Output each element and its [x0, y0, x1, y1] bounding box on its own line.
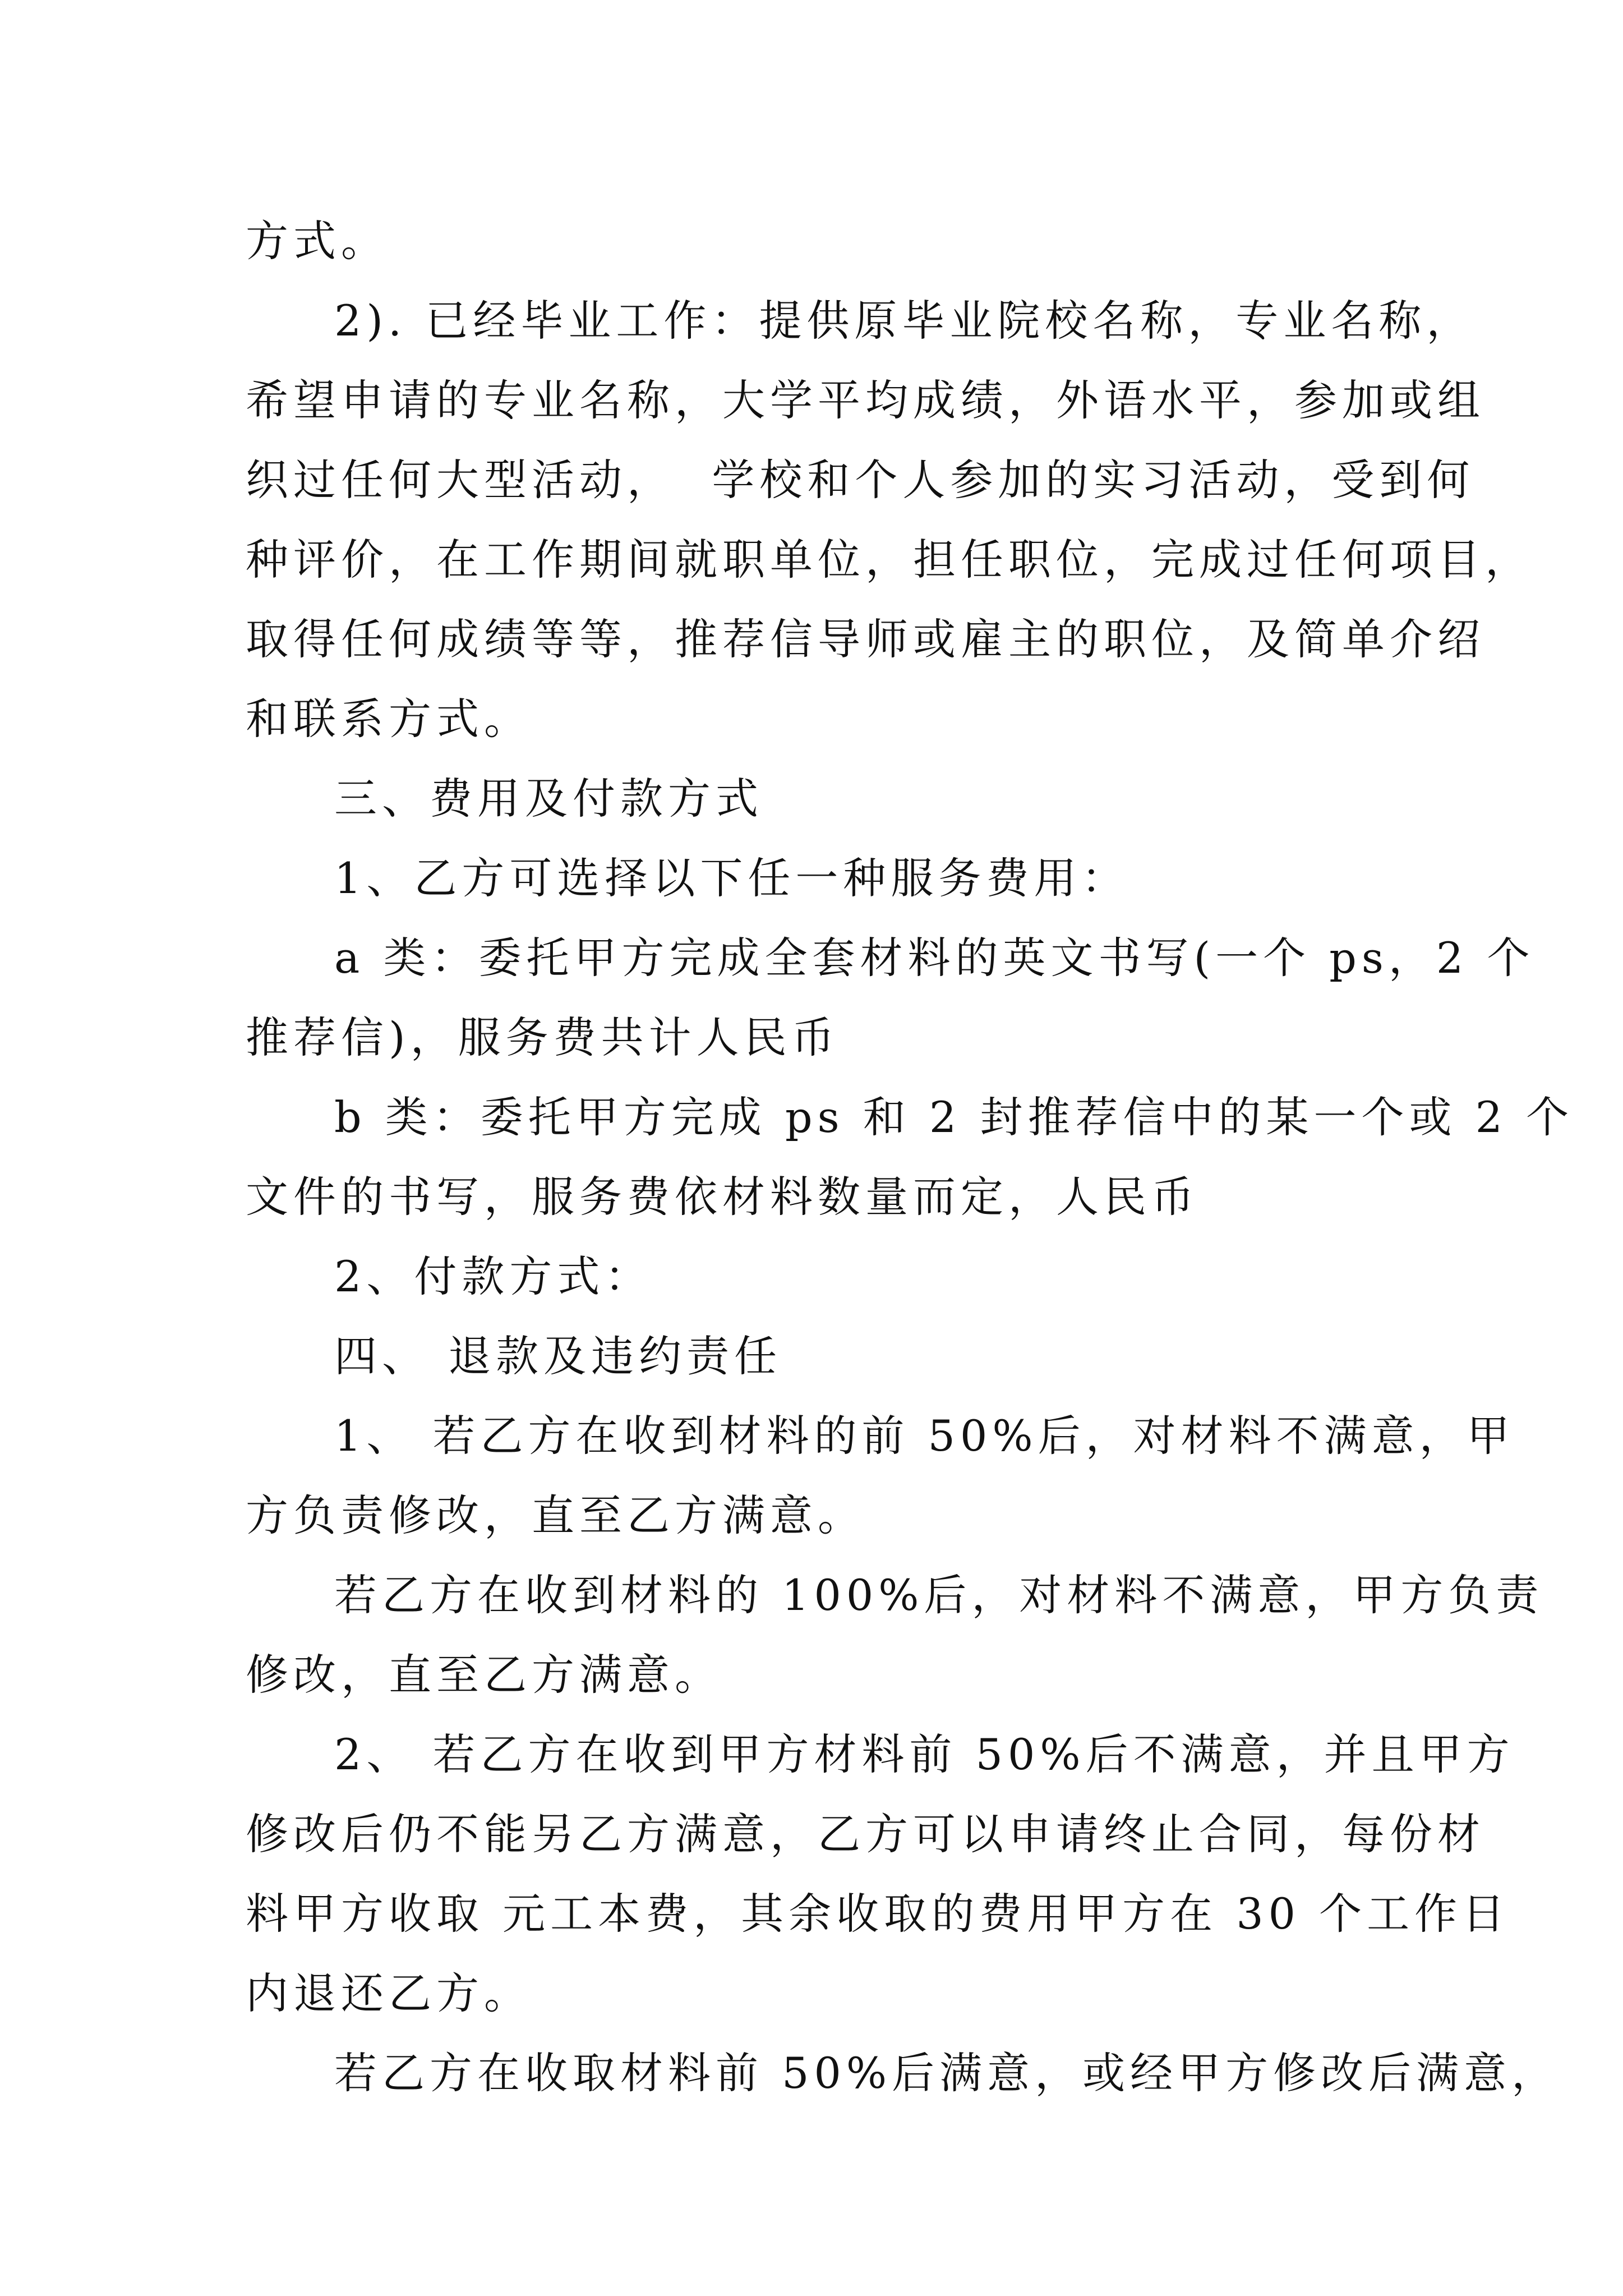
- text-line: 取得任何成绩等等，推荐信导师或雇主的职位，及简单介绍: [246, 614, 1485, 664]
- text-line: 修改后仍不能另乙方满意，乙方可以申请终止合同，每份材: [246, 1809, 1485, 1859]
- text-line: b 类：委托甲方完成 ps 和 2 封推荐信中的某一个或 2 个: [334, 1092, 1574, 1142]
- text-line: 若乙方在收取材料前 50%后满意，或经甲方修改后满意，: [334, 2048, 1560, 2098]
- section-heading: 三、费用及付款方式: [334, 774, 763, 823]
- text-line: 方式。: [246, 216, 389, 266]
- text-line: 方负责修改，直至乙方满意。: [246, 1490, 865, 1540]
- text-line: 推荐信)，服务费共计人民币: [246, 1013, 840, 1062]
- text-line: 2). 已经毕业工作：提供原毕业院校名称，专业名称，: [334, 296, 1474, 346]
- text-line: 若乙方在收到材料的 100%后，对材料不满意，甲方负责: [334, 1570, 1544, 1620]
- text-line: 料甲方收取 元工本费，其余收取的费用甲方在 30 个工作日: [246, 1889, 1510, 1939]
- text-line: 织过任何大型活动， 学校和个人参加的实习活动，受到何: [246, 455, 1475, 505]
- text-line: a 类：委托甲方完成全套材料的英文书写(一个 ps，2 个: [334, 933, 1535, 983]
- text-line: 希望申请的专业名称，大学平均成绩，外语水平，参加或组: [246, 375, 1485, 425]
- text-line: 文件的书写，服务费依材料数量而定，人民币: [246, 1172, 1199, 1222]
- text-line: 种评价，在工作期间就职单位，担任职位，完成过任何项目，: [246, 535, 1533, 585]
- text-line: 2、付款方式：: [334, 1251, 653, 1301]
- text-line: 2、 若乙方在收到甲方材料前 50%后不满意，并且甲方: [334, 1729, 1515, 1779]
- text-line: 1、乙方可选择以下任一种服务费用：: [334, 853, 1129, 903]
- text-line: 1、 若乙方在收到材料的前 50%后，对材料不满意，甲: [334, 1411, 1515, 1461]
- section-heading: 四、 退款及违约责任: [334, 1331, 782, 1381]
- text-line: 内退还乙方。: [246, 1968, 532, 2018]
- text-line: 修改，直至乙方满意。: [246, 1650, 722, 1700]
- text-line: 和联系方式。: [246, 694, 532, 744]
